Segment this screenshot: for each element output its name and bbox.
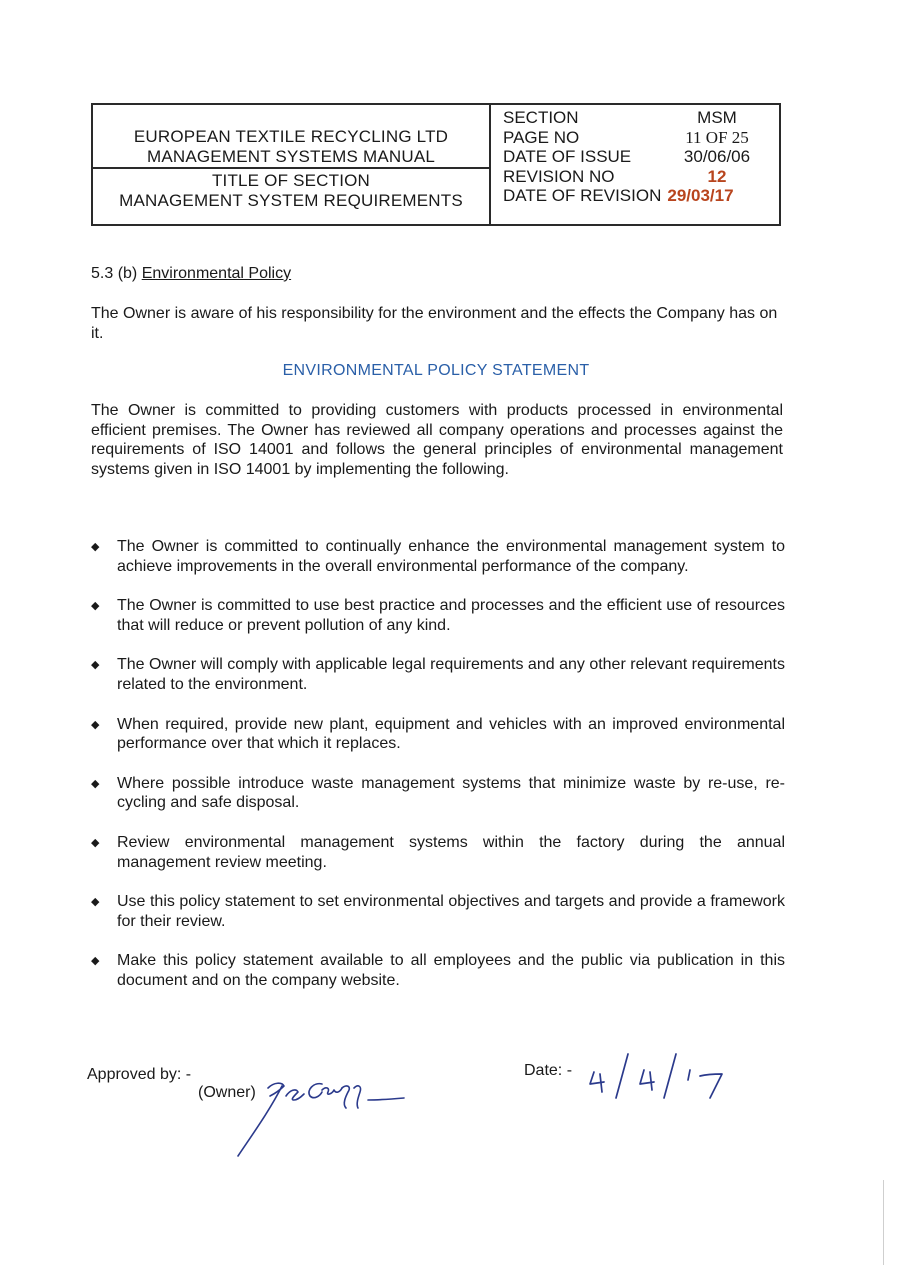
policy-statement-title: ENVIRONMENTAL POLICY STATEMENT [282,362,590,379]
list-item [91,655,785,694]
issue-label: DATE OF ISSUE [503,147,632,167]
intro-paragraph: The Owner is aware of his responsibility for the environment and the effects the Company has on it. [91,305,778,342]
section-number: 5.3 (b) [91,265,138,282]
header-company-cell [93,105,489,169]
list-item-text: The Owner is committed to continually enhance the environmental management system to achieve improvements in the overall environmental performance of the company. [117,538,785,575]
page-value: 11 OF 25 [685,127,749,147]
title-value: MANAGEMENT SYSTEM REQUIREMENTS [119,191,463,210]
date-label: Date: - [524,1062,573,1079]
section-title: Environmental Policy [141,265,292,282]
diamond-bullet-icon: ◆ [91,718,100,731]
list-item [91,892,785,931]
list-item-text: Where possible introduce waste management systems that minimize waste by re-use, re-cycling and safe disposal. [117,774,785,812]
policy-statement-paragraph: The Owner is committed to providing customers with products processed in environmental efficient premises. The Owner has reviewed all company operations and processes against the requirements of ISO 14001 and follows the general principles of environmental management systems given in ISO 14001 by implementing the following. [91,402,783,478]
scan-edge-line [883,1180,884,1265]
manual-name: MANAGEMENT SYSTEMS MANUAL [146,147,436,166]
list-item [91,596,785,635]
list-item [91,715,785,754]
title-label: TITLE OF SECTION [211,171,371,190]
list-item-text: Make this policy statement available to all employees and the public via publication in this document and on the company website. [117,952,785,989]
list-item [91,951,785,990]
list-item [91,833,785,872]
approved-by-label: Approved by: - [87,1066,192,1083]
list-item [91,537,785,576]
revision-date-value: 29/03/17 [667,186,734,206]
meta-row-revision [503,167,779,187]
revision-date-label: DATE OF REVISION [503,186,662,206]
diamond-bullet-icon: ◆ [91,896,100,909]
revision-label: REVISION NO [503,166,615,186]
diamond-bullet-icon: ◆ [91,659,100,672]
list-item-text: Review environmental management systems within the factory during the annual management review meeting. [117,833,785,871]
page-label: PAGE NO [503,127,580,147]
diamond-bullet-icon: ◆ [91,955,100,968]
header-title-cell [93,169,489,224]
diamond-bullet-icon: ◆ [91,836,100,849]
meta-row-revision-date [503,186,779,206]
list-item [91,774,785,813]
list-item-text: When required, provide new plant, equipment and vehicles with an improved environmental performance over that which it replaces. [117,715,785,753]
issue-value: 30/06/06 [683,147,751,167]
section-value: MSM [697,108,737,127]
owner-label: (Owner) [198,1084,256,1101]
meta-row-issue [503,147,779,167]
header-left-cell [93,105,491,224]
list-item-text: The Owner is committed to use best practice and processes and the efficient use of resources that will reduce or prevent pollution of any kind. [117,597,785,634]
policy-commitments-list [91,537,785,1011]
diamond-bullet-icon: ◆ [91,777,100,790]
section-label: SECTION [503,108,579,127]
section-heading [91,265,291,283]
document-header-table [91,103,781,226]
meta-row-section [503,108,779,128]
handwritten-date [588,1044,738,1104]
revision-value: 12 [707,166,727,186]
meta-row-page [503,128,779,148]
header-meta-cell [491,105,779,224]
list-item-text: Use this policy statement to set environmental objectives and targets and provide a framework for their review. [117,893,785,930]
company-name: EUROPEAN TEXTILE RECYCLING LTD [133,127,449,146]
diamond-bullet-icon: ◆ [91,541,100,553]
diamond-bullet-icon: ◆ [91,600,100,613]
list-item-text: The Owner will comply with applicable legal requirements and any other relevant requirements related to the environment. [117,656,785,693]
owner-signature [230,1060,430,1160]
